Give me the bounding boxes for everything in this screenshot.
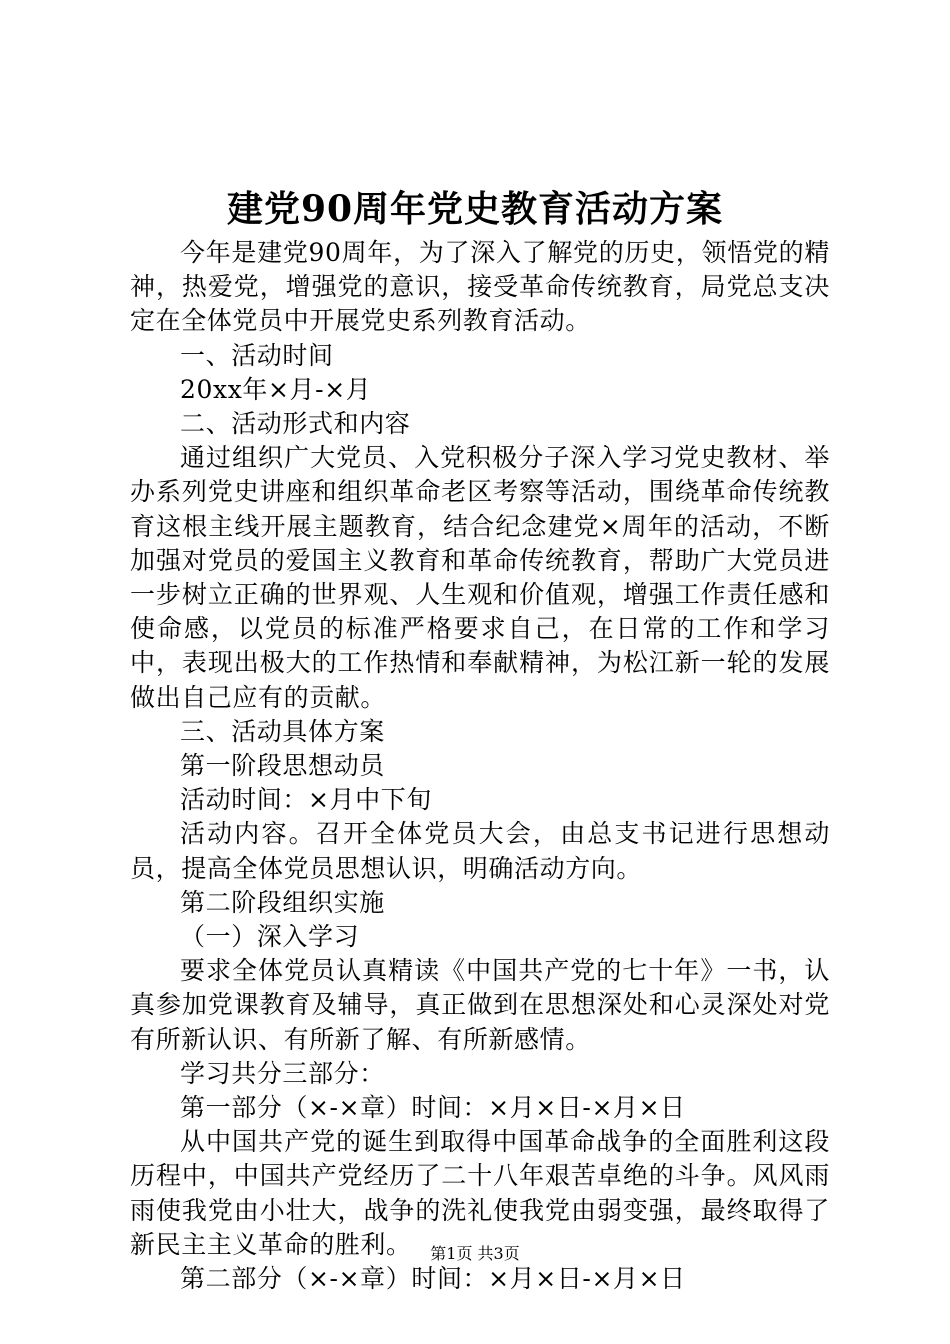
document-body (130, 236, 830, 1296)
heading-stage-one: 第一阶段思想动员 (180, 751, 385, 781)
paragraph-part-one: 从中国共产党的诞生到取得中国革命战争的全面胜利这段历程中，中国共产党经历了二十八年艰苦卓绝的斗争。风风雨雨使我党由小壮大，战争的洗礼使我党由弱变强，最终取得了新民主主义革命的胜利。 (130, 1127, 830, 1259)
heading-activity-plan: 三、活动具体方案 (180, 716, 385, 746)
heading-activity-form: 二、活动形式和内容 (180, 409, 411, 439)
heading-activity-time: 一、活动时间 (180, 340, 334, 370)
paragraph-intro: 今年是建党90周年，为了深入了解党的历史，领悟党的精神，热爱党，增强党的意识，接受革命传统教育，局党总支决定在全体党员中开展党史系列教育活动。 (130, 238, 830, 336)
paragraph-activity-form: 通过组织广大党员、入党积极分子深入学习党史教材、举办系列党史讲座和组织革命老区考察等活动，围绕革命传统教育这根主线开展主题教育，结合纪念建党×周年的活动，不断加强对党员的爱国主义教育和革命传统教育，帮助广大党员进一步树立正确的世界观、人生观和价值观，增强工作责任感和使命感，以党员的标准严格要求自己，在日常的工作和学习中，表现出极大的工作热情和奉献精神，为松江新一轮的发展做出自己应有的贡献。 (130, 443, 830, 712)
heading-deep-study: （一）深入学习 (180, 922, 360, 952)
paragraph-study-requirement: 要求全体党员认真精读《中国共产党的七十年》一书，认真参加党课教育及辅导，真正做到在思想深处和心灵深处对党有所新认识、有所新了解、有所新感情。 (130, 956, 830, 1054)
heading-part-one: 第一部分（×-×章）时间：×月×日-×月×日 (180, 1093, 686, 1123)
paragraph-stage-one-time: 活动时间：×月中下旬 (180, 785, 432, 815)
paragraph-stage-one-content: 活动内容。召开全体党员大会，由总支书记进行思想动员，提高全体党员思想认识，明确活动方向。 (130, 819, 830, 883)
page-footer: 第1页 共3页 (430, 1244, 520, 1263)
heading-stage-two: 第二阶段组织实施 (180, 887, 385, 917)
paragraph-activity-date: 20xx年×月-×月 (180, 374, 372, 404)
paragraph-study-parts: 学习共分三部分： (180, 1058, 385, 1088)
document-title: 建党90周年党史教育活动方案 (226, 188, 724, 230)
heading-part-two: 第二部分（×-×章）时间：×月×日-×月×日 (180, 1264, 686, 1294)
